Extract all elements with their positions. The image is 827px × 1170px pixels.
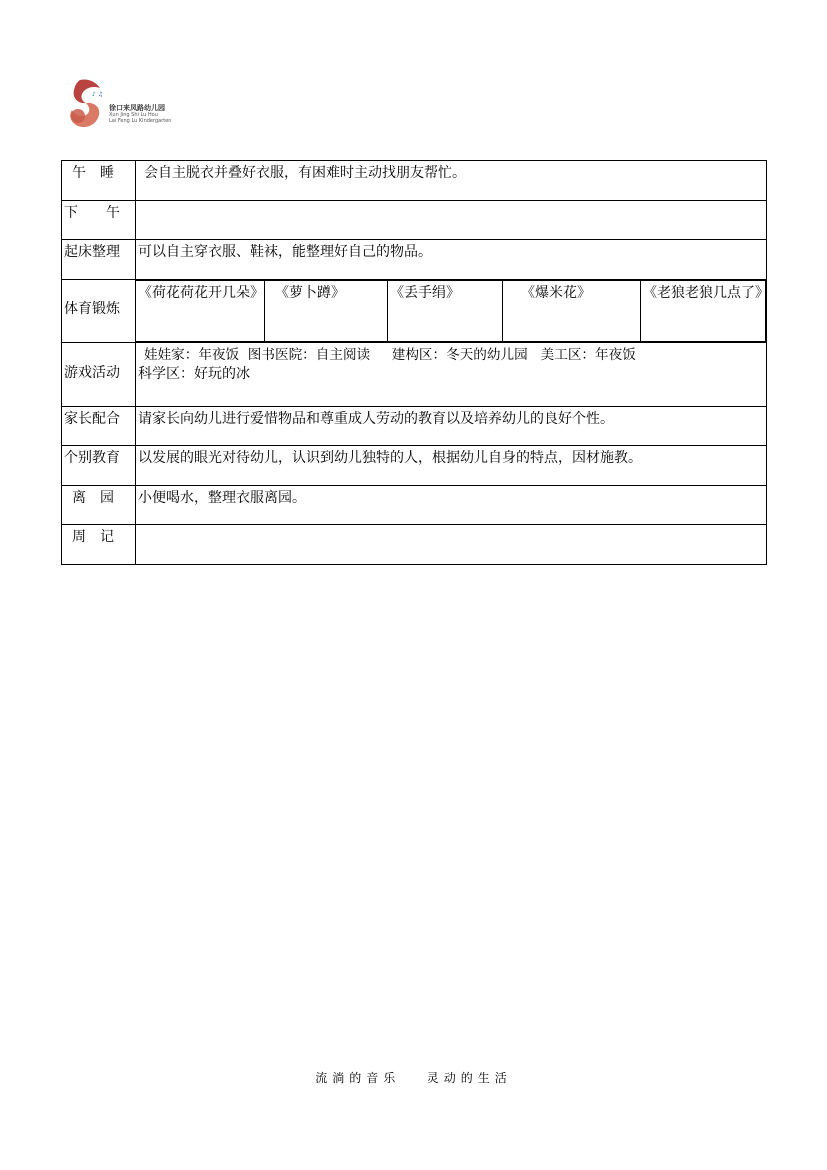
daily-plan-table: [61, 160, 767, 565]
table-row-individual: [62, 446, 767, 486]
row-label-weekly: 周 记: [62, 525, 136, 565]
games-line-2: 科学区：好玩的冰: [138, 366, 250, 382]
row-label-parents: 家长配合: [62, 407, 136, 446]
table-row-afternoon: [62, 201, 767, 240]
row-content-nap: 会自主脱衣并叠好衣服，有困难时主动找朋友帮忙。: [136, 161, 767, 201]
exercise-game-item: 《萝卜蹲》: [265, 281, 388, 342]
row-content-weekly: [136, 525, 767, 565]
exercise-game-item: 《老狼老狼几点了》: [641, 281, 766, 342]
row-content-games: [136, 343, 767, 407]
row-content-parents: 请家长向幼儿进行爱惜物品和尊重成人劳动的教育以及培养幼儿的良好个性。: [136, 407, 767, 446]
table-row-nap: [62, 161, 767, 201]
exercise-games-list: [136, 280, 769, 342]
logo-name-en-line1: Xun Jing Shi Lu Hou: [109, 112, 158, 118]
row-label-nap: 午 睡: [62, 161, 136, 201]
exercise-game-item: 《爆米花》: [503, 281, 641, 342]
row-content-leave: 小便喝水，整理衣服离园。: [136, 486, 767, 525]
logo-name-en-line2: Lai Feng Lu Kindergarten: [109, 118, 172, 124]
row-content-afternoon: [136, 201, 767, 240]
logo-emblem-icon: [66, 76, 110, 130]
row-content-wakeup: 可以自主穿衣服、鞋袜，能整理好自己的物品。: [136, 240, 767, 280]
table-row-leave: [62, 486, 767, 525]
table-row-weekly: [62, 525, 767, 565]
table-row-exercise: [62, 280, 767, 343]
row-label-individual: 个别教育: [62, 446, 136, 486]
row-label-games: 游戏活动: [62, 343, 136, 407]
row-content-individual: 以发展的眼光对待幼儿，认识到幼儿独特的人，根据幼儿自身的特点，因材施教。: [136, 446, 767, 486]
table-row-parents: [62, 407, 767, 446]
row-label-leave: 离 园: [62, 486, 136, 525]
row-content-exercise: [136, 280, 767, 343]
row-label-afternoon: 下 午: [62, 201, 136, 240]
page-footer: 流淌的音乐 灵动的生活: [315, 1071, 512, 1085]
table-row-games: [62, 343, 767, 407]
row-label-exercise: 体育锻炼: [62, 280, 136, 343]
games-line-1: 娃娃家：年夜饭 图书医院：自主阅读 建构区：冬天的幼儿园 美工区：年夜饭: [144, 347, 636, 363]
row-label-wakeup: 起床整理: [62, 240, 136, 280]
exercise-game-item: 《荷花荷花开几朵》: [136, 281, 265, 342]
logo-name-cn: 徐口来凤路幼儿园: [109, 104, 165, 112]
exercise-game-item: 《丢手绢》: [388, 281, 503, 342]
svg-text:♪ ♫: ♪ ♫: [92, 91, 104, 98]
table-row-wakeup: [62, 240, 767, 280]
kindergarten-logo: [66, 76, 186, 130]
